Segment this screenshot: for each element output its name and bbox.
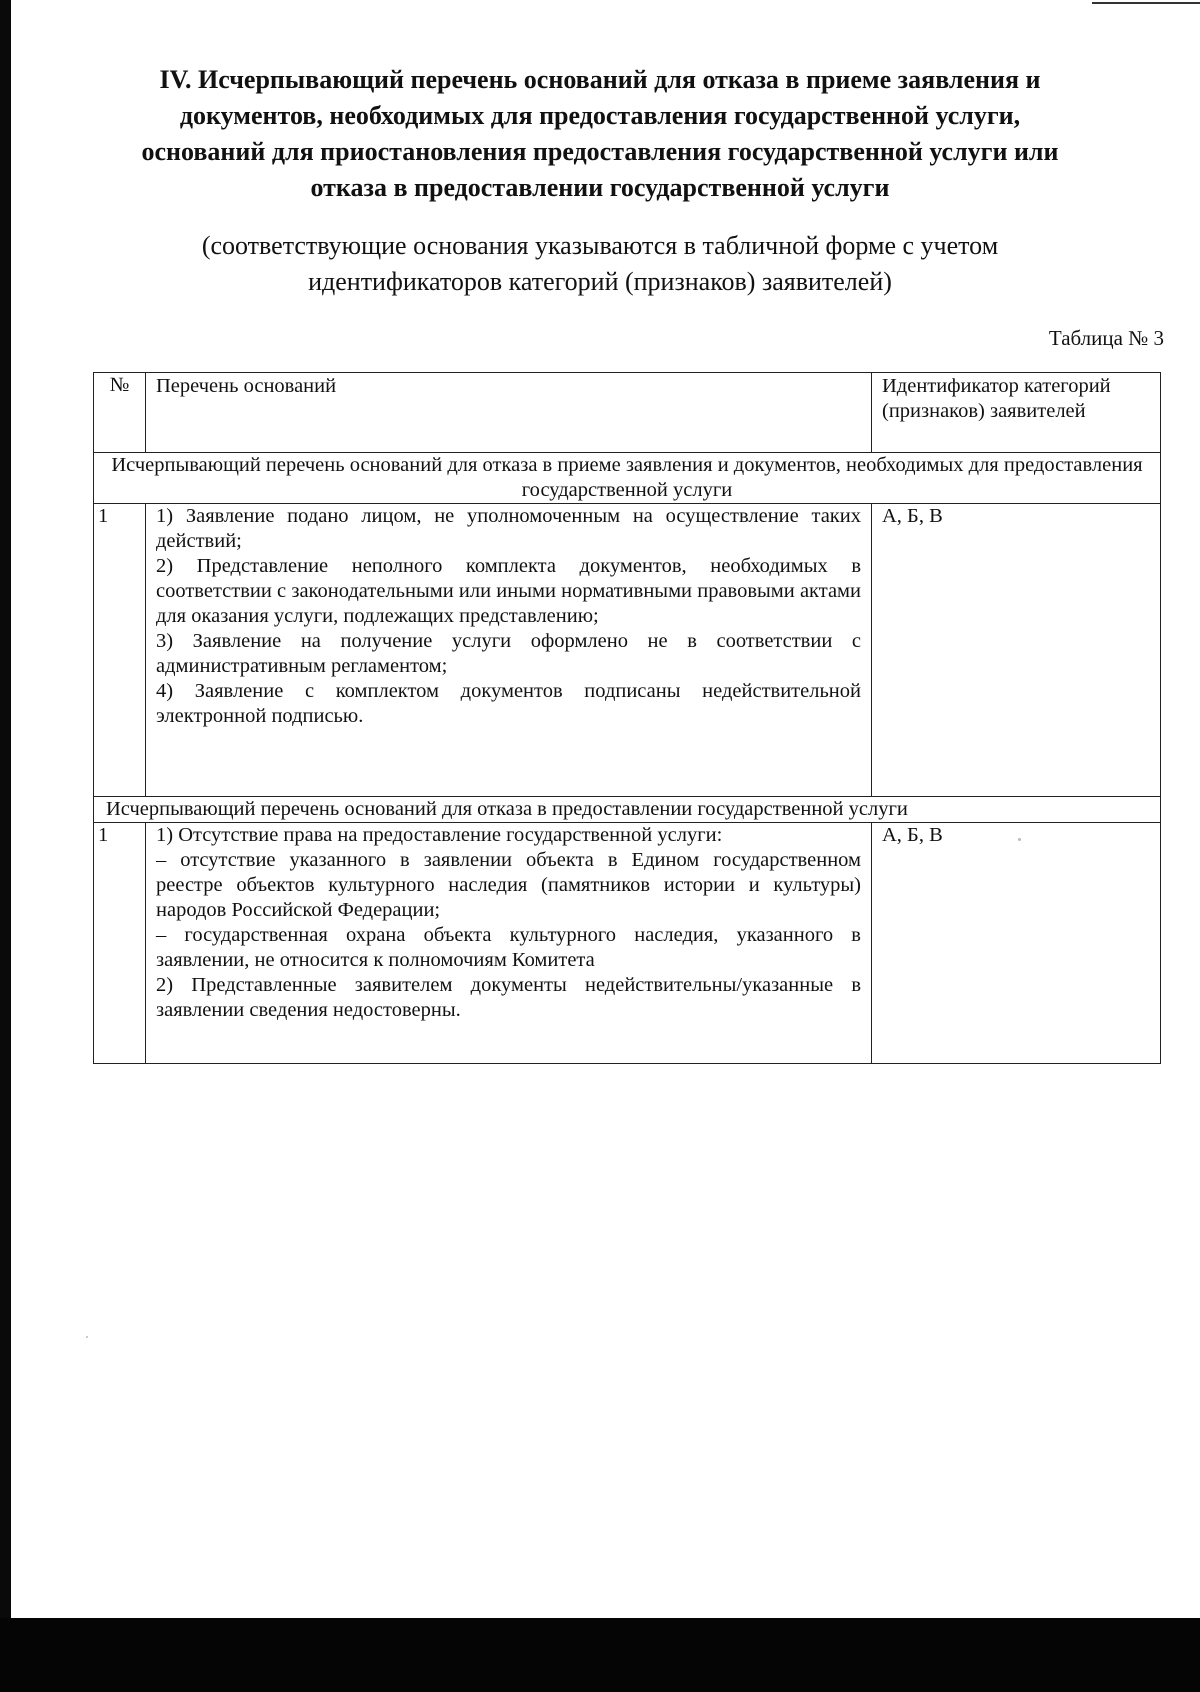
header-num: № <box>94 373 146 453</box>
section-title-row <box>94 797 1161 823</box>
header-identifier: Идентификатор категорий (признаков) заявителей <box>872 373 1161 453</box>
table-caption: Таблица № 3 <box>1048 326 1164 350</box>
table-header-row <box>94 373 1161 453</box>
section-heading <box>130 62 1070 206</box>
ground-item: 1) Отсутствие права на предоставление государственной услуги: <box>156 824 723 846</box>
identifier-cell: А, Б, В <box>872 504 1161 797</box>
table-row <box>94 504 1161 797</box>
ground-item: 2) Представленные заявителем документы недействительны/указанные в заявлении сведения недостоверны. <box>156 974 861 1021</box>
section-title-row <box>94 453 1161 504</box>
grounds-cell <box>146 823 872 1064</box>
row-num: 1 <box>94 504 146 797</box>
grounds-table <box>93 372 1161 1064</box>
grounds-cell <box>146 504 872 797</box>
table-row <box>94 823 1161 1064</box>
heading-line: отказа в предоставлении государственной услуги <box>310 173 890 202</box>
ground-item: 2) Представление неполного комплекта документов, необходимых в соответствии с законодательными или иными нормативными правовыми актами для оказания услуги, подлежащих представлению; <box>156 555 861 627</box>
row-num: 1 <box>94 823 146 1064</box>
heading-line: документов, необходимых для предоставления государственной услуги, <box>179 101 1021 130</box>
section-subheading <box>160 228 1040 300</box>
ground-item: – отсутствие указанного в заявлении объекта в Едином государственном реестре объектов культурного наследия (памятников истории и культуры) народов Российской Федерации; <box>156 849 861 921</box>
scan-speck <box>86 1336 88 1338</box>
scan-left-edge <box>0 0 11 1692</box>
subheading-line: идентификаторов категорий (признаков) заявителей) <box>308 267 892 296</box>
subheading-line: (соответствующие основания указываются в табличной форме с учетом <box>201 231 999 260</box>
ground-item: – государственная охрана объекта культурного наследия, указанного в заявлении, не относится к полномочиям Комитета <box>156 924 861 971</box>
identifier-cell: А, Б, В <box>872 823 1161 1064</box>
header-grounds: Перечень оснований <box>146 373 872 453</box>
heading-line: IV. Исчерпывающий перечень оснований для отказа в приеме заявления и <box>159 65 1041 94</box>
scan-bottom-edge <box>0 1618 1200 1692</box>
section-title: Исчерпывающий перечень оснований для отказа в предоставлении государственной услуги <box>94 797 1161 823</box>
section-title: Исчерпывающий перечень оснований для отказа в приеме заявления и документов, необходимых для предоставления государственной услуги <box>94 453 1161 504</box>
heading-line: оснований для приостановления предоставления государственной услуги или <box>141 137 1059 166</box>
ground-item: 4) Заявление с комплектом документов подписаны недействительной электронной подписью. <box>156 680 861 727</box>
ground-item: 3) Заявление на получение услуги оформлено не в соответствии с административным регламентом; <box>156 630 861 677</box>
ground-item: 1) Заявление подано лицом, не уполномоченным на осуществление таких действий; <box>156 505 861 552</box>
scan-top-rule <box>1092 2 1200 4</box>
